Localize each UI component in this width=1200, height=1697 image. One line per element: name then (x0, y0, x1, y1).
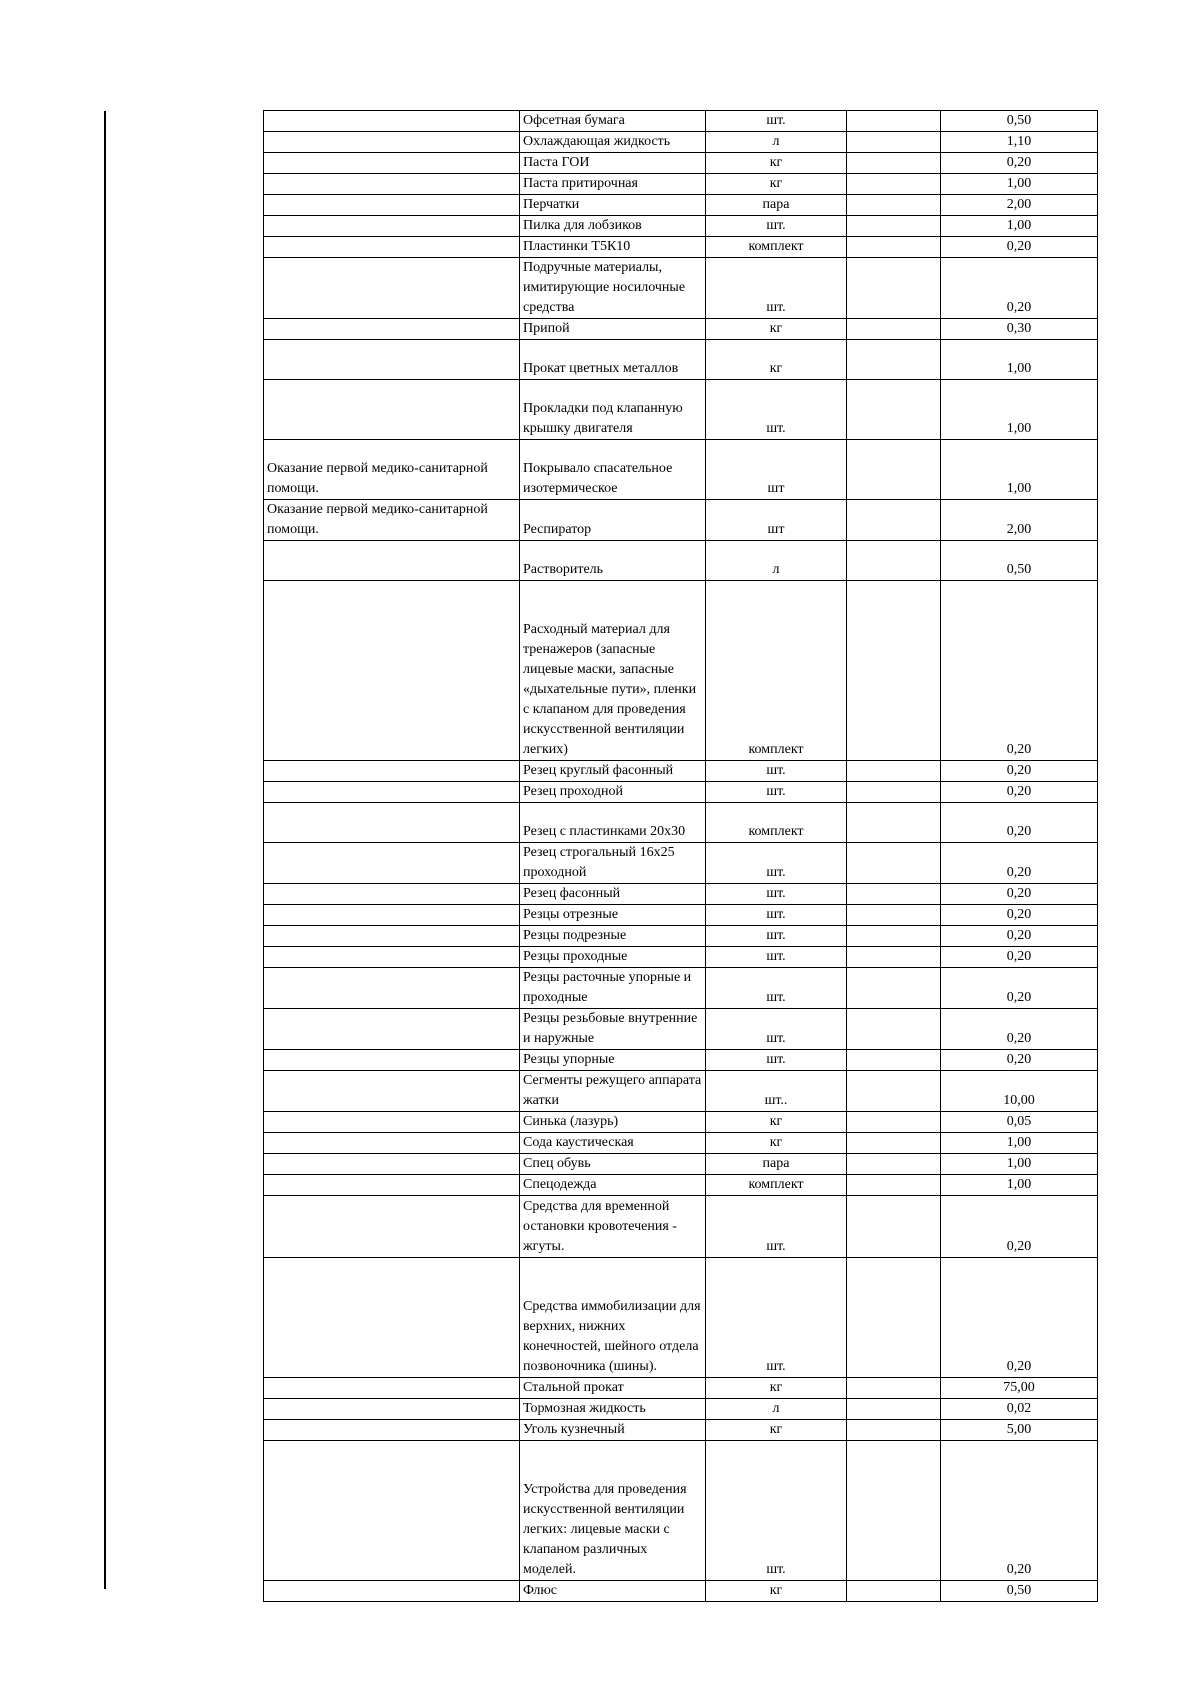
material-name-cell: Сегменты режущего аппарата жатки (520, 1071, 706, 1112)
material-name-cell: Растворитель (520, 541, 706, 581)
unit-cell: шт. (706, 1441, 847, 1581)
material-name-cell: Флюс (520, 1581, 706, 1602)
table-row (264, 258, 1098, 319)
empty-cell (847, 884, 941, 905)
quantity-cell: 0,20 (941, 968, 1098, 1009)
table-row (264, 132, 1098, 153)
unit-cell: шт (706, 500, 847, 541)
empty-cell (847, 926, 941, 947)
quantity-cell: 0,20 (941, 1050, 1098, 1071)
category-cell (264, 843, 520, 884)
quantity-cell: 0,20 (941, 905, 1098, 926)
material-name-cell: Расходный материал для тренажеров (запасные лицевые маски, запасные «дыхательные пути», пленки с клапаном для проведения искусственной вентиляции легких) (520, 581, 706, 761)
unit-cell: комплект (706, 803, 847, 843)
category-cell (264, 1050, 520, 1071)
category-cell (264, 761, 520, 782)
category-cell (264, 1258, 520, 1378)
material-name-cell: Тормозная жидкость (520, 1399, 706, 1420)
category-cell (264, 195, 520, 216)
empty-cell (847, 1175, 941, 1196)
category-cell (264, 1420, 520, 1441)
empty-cell (847, 761, 941, 782)
table-row (264, 541, 1098, 581)
quantity-cell: 0,20 (941, 803, 1098, 843)
quantity-cell: 0,50 (941, 111, 1098, 132)
unit-cell: кг (706, 1378, 847, 1399)
unit-cell: кг (706, 1581, 847, 1602)
empty-cell (847, 132, 941, 153)
material-name-cell: Спец обувь (520, 1154, 706, 1175)
empty-cell (847, 905, 941, 926)
unit-cell: шт. (706, 968, 847, 1009)
material-name-cell: Пилка для лобзиков (520, 216, 706, 237)
category-cell (264, 153, 520, 174)
table-row (264, 1050, 1098, 1071)
unit-cell: кг (706, 153, 847, 174)
quantity-cell: 0,20 (941, 237, 1098, 258)
unit-cell: л (706, 132, 847, 153)
unit-cell: комплект (706, 1175, 847, 1196)
table-row (264, 1112, 1098, 1133)
unit-cell: л (706, 1399, 847, 1420)
table-row (264, 761, 1098, 782)
quantity-cell: 2,00 (941, 500, 1098, 541)
empty-cell (847, 581, 941, 761)
table-row (264, 174, 1098, 195)
category-cell (264, 1071, 520, 1112)
empty-cell (847, 440, 941, 500)
category-cell (264, 947, 520, 968)
unit-cell: шт. (706, 843, 847, 884)
category-cell (264, 1196, 520, 1258)
table-row (264, 1196, 1098, 1258)
table-row (264, 1581, 1098, 1602)
category-cell: Оказание первой медико-санитарной помощи. (264, 440, 520, 500)
empty-cell (847, 803, 941, 843)
table-row (264, 216, 1098, 237)
unit-cell: шт. (706, 258, 847, 319)
empty-cell (847, 1154, 941, 1175)
unit-cell: шт. (706, 782, 847, 803)
empty-cell (847, 947, 941, 968)
empty-cell (847, 1112, 941, 1133)
table-row (264, 340, 1098, 380)
material-name-cell: Перчатки (520, 195, 706, 216)
material-name-cell: Резец с пластинками 20х30 (520, 803, 706, 843)
unit-cell: шт.. (706, 1071, 847, 1112)
quantity-cell: 0,20 (941, 1258, 1098, 1378)
material-name-cell: Резцы расточные упорные и проходные (520, 968, 706, 1009)
empty-cell (847, 1441, 941, 1581)
category-cell (264, 581, 520, 761)
left-margin-rule (104, 111, 106, 1589)
unit-cell: пара (706, 195, 847, 216)
quantity-cell: 0,20 (941, 761, 1098, 782)
category-cell (264, 111, 520, 132)
table-row (264, 237, 1098, 258)
unit-cell: шт. (706, 216, 847, 237)
unit-cell: шт. (706, 905, 847, 926)
unit-cell: л (706, 541, 847, 581)
table-row (264, 843, 1098, 884)
material-name-cell: Резцы упорные (520, 1050, 706, 1071)
table-row (264, 803, 1098, 843)
quantity-cell: 1,00 (941, 1154, 1098, 1175)
table-row (264, 1009, 1098, 1050)
material-name-cell: Стальной прокат (520, 1378, 706, 1399)
unit-cell: кг (706, 1133, 847, 1154)
category-cell (264, 905, 520, 926)
category-cell (264, 258, 520, 319)
quantity-cell: 0,20 (941, 782, 1098, 803)
category-cell (264, 174, 520, 195)
unit-cell: шт. (706, 1009, 847, 1050)
quantity-cell: 1,00 (941, 440, 1098, 500)
category-cell (264, 1378, 520, 1399)
table-row (264, 1399, 1098, 1420)
material-name-cell: Паста притирочная (520, 174, 706, 195)
material-name-cell: Подручные материалы, имитирующие носилочные средства (520, 258, 706, 319)
quantity-cell: 0,20 (941, 1009, 1098, 1050)
unit-cell: кг (706, 319, 847, 340)
material-name-cell: Пластинки Т5К10 (520, 237, 706, 258)
table-row (264, 153, 1098, 174)
quantity-cell: 0,05 (941, 1112, 1098, 1133)
table-row (264, 782, 1098, 803)
empty-cell (847, 1378, 941, 1399)
category-cell (264, 380, 520, 440)
category-cell (264, 1175, 520, 1196)
table-row (264, 111, 1098, 132)
empty-cell (847, 1420, 941, 1441)
category-cell (264, 319, 520, 340)
material-name-cell: Резцы подрезные (520, 926, 706, 947)
material-name-cell: Сода каустическая (520, 1133, 706, 1154)
empty-cell (847, 111, 941, 132)
category-cell (264, 803, 520, 843)
empty-cell (847, 1050, 941, 1071)
category-cell (264, 1154, 520, 1175)
table-row (264, 1441, 1098, 1581)
table-row (264, 926, 1098, 947)
material-name-cell: Синька (лазурь) (520, 1112, 706, 1133)
unit-cell: шт. (706, 1196, 847, 1258)
unit-cell: кг (706, 1112, 847, 1133)
empty-cell (847, 237, 941, 258)
table-row (264, 1420, 1098, 1441)
material-name-cell: Устройства для проведения искусственной вентиляции легких: лицевые маски с клапаном различных моделей. (520, 1441, 706, 1581)
quantity-cell: 75,00 (941, 1378, 1098, 1399)
category-cell (264, 1441, 520, 1581)
empty-cell (847, 1133, 941, 1154)
material-name-cell: Покрывало спасательное изотермическое (520, 440, 706, 500)
quantity-cell: 0,20 (941, 258, 1098, 319)
quantity-cell: 0,50 (941, 541, 1098, 581)
empty-cell (847, 1071, 941, 1112)
unit-cell: шт. (706, 926, 847, 947)
category-cell (264, 1399, 520, 1420)
quantity-cell: 2,00 (941, 195, 1098, 216)
category-cell (264, 1112, 520, 1133)
table-row (264, 380, 1098, 440)
unit-cell: шт. (706, 1050, 847, 1071)
material-name-cell: Средства иммобилизации для верхних, нижних конечностей, шейного отдела позвоночника (шины). (520, 1258, 706, 1378)
material-name-cell: Резцы резьбовые внутренние и наружные (520, 1009, 706, 1050)
category-cell (264, 132, 520, 153)
category-cell (264, 340, 520, 380)
category-cell (264, 237, 520, 258)
quantity-cell: 10,00 (941, 1071, 1098, 1112)
table-row (264, 500, 1098, 541)
material-name-cell: Спецодежда (520, 1175, 706, 1196)
empty-cell (847, 843, 941, 884)
category-cell (264, 968, 520, 1009)
category-cell (264, 884, 520, 905)
table-row (264, 1071, 1098, 1112)
unit-cell: шт. (706, 1258, 847, 1378)
quantity-cell: 0,20 (941, 947, 1098, 968)
material-name-cell: Паста ГОИ (520, 153, 706, 174)
unit-cell: шт. (706, 884, 847, 905)
empty-cell (847, 258, 941, 319)
empty-cell (847, 1258, 941, 1378)
material-name-cell: Уголь кузнечный (520, 1420, 706, 1441)
quantity-cell: 0,20 (941, 843, 1098, 884)
category-cell (264, 1133, 520, 1154)
quantity-cell: 1,10 (941, 132, 1098, 153)
empty-cell (847, 340, 941, 380)
empty-cell (847, 380, 941, 440)
unit-cell: кг (706, 1420, 847, 1441)
material-name-cell: Припой (520, 319, 706, 340)
unit-cell: шт. (706, 111, 847, 132)
table-row (264, 1378, 1098, 1399)
quantity-cell: 0,20 (941, 1441, 1098, 1581)
quantity-cell: 1,00 (941, 174, 1098, 195)
category-cell (264, 926, 520, 947)
material-name-cell: Респиратор (520, 500, 706, 541)
empty-cell (847, 319, 941, 340)
table-row (264, 1154, 1098, 1175)
material-name-cell: Средства для временной остановки кровотечения - жгуты. (520, 1196, 706, 1258)
quantity-cell: 5,00 (941, 1420, 1098, 1441)
unit-cell: комплект (706, 581, 847, 761)
empty-cell (847, 968, 941, 1009)
unit-cell: пара (706, 1154, 847, 1175)
table-row (264, 884, 1098, 905)
quantity-cell: 1,00 (941, 1133, 1098, 1154)
category-cell (264, 782, 520, 803)
empty-cell (847, 174, 941, 195)
category-cell (264, 216, 520, 237)
unit-cell: шт. (706, 380, 847, 440)
quantity-cell: 0,02 (941, 1399, 1098, 1420)
material-name-cell: Офсетная бумага (520, 111, 706, 132)
table-row (264, 947, 1098, 968)
quantity-cell: 1,00 (941, 340, 1098, 380)
category-cell (264, 541, 520, 581)
quantity-cell: 0,20 (941, 926, 1098, 947)
quantity-cell: 1,00 (941, 1175, 1098, 1196)
empty-cell (847, 216, 941, 237)
table-row (264, 581, 1098, 761)
table-row (264, 1133, 1098, 1154)
quantity-cell: 1,00 (941, 380, 1098, 440)
empty-cell (847, 500, 941, 541)
category-cell (264, 1009, 520, 1050)
quantity-cell: 0,30 (941, 319, 1098, 340)
empty-cell (847, 541, 941, 581)
empty-cell (847, 1581, 941, 1602)
material-name-cell: Охлаждающая жидкость (520, 132, 706, 153)
empty-cell (847, 1009, 941, 1050)
material-name-cell: Резец фасонный (520, 884, 706, 905)
quantity-cell: 0,20 (941, 581, 1098, 761)
unit-cell: комплект (706, 237, 847, 258)
unit-cell: кг (706, 174, 847, 195)
empty-cell (847, 195, 941, 216)
table-row (264, 319, 1098, 340)
table-row (264, 195, 1098, 216)
category-cell (264, 1581, 520, 1602)
unit-cell: шт. (706, 947, 847, 968)
material-name-cell: Прокладки под клапанную крышку двигателя (520, 380, 706, 440)
table-row (264, 440, 1098, 500)
material-name-cell: Резец круглый фасонный (520, 761, 706, 782)
quantity-cell: 0,20 (941, 884, 1098, 905)
empty-cell (847, 1196, 941, 1258)
empty-cell (847, 153, 941, 174)
table-row (264, 905, 1098, 926)
material-name-cell: Резец строгальный 16х25 проходной (520, 843, 706, 884)
quantity-cell: 0,20 (941, 1196, 1098, 1258)
category-cell: Оказание первой медико-санитарной помощи. (264, 500, 520, 541)
unit-cell: шт (706, 440, 847, 500)
material-name-cell: Прокат цветных металлов (520, 340, 706, 380)
material-name-cell: Резцы проходные (520, 947, 706, 968)
table-row (264, 1258, 1098, 1378)
quantity-cell: 0,50 (941, 1581, 1098, 1602)
unit-cell: шт. (706, 761, 847, 782)
unit-cell: кг (706, 340, 847, 380)
table-row (264, 968, 1098, 1009)
material-name-cell: Резцы отрезные (520, 905, 706, 926)
table-row (264, 1175, 1098, 1196)
empty-cell (847, 782, 941, 803)
empty-cell (847, 1399, 941, 1420)
material-name-cell: Резец проходной (520, 782, 706, 803)
quantity-cell: 0,20 (941, 153, 1098, 174)
quantity-cell: 1,00 (941, 216, 1098, 237)
materials-table (263, 110, 1098, 1602)
